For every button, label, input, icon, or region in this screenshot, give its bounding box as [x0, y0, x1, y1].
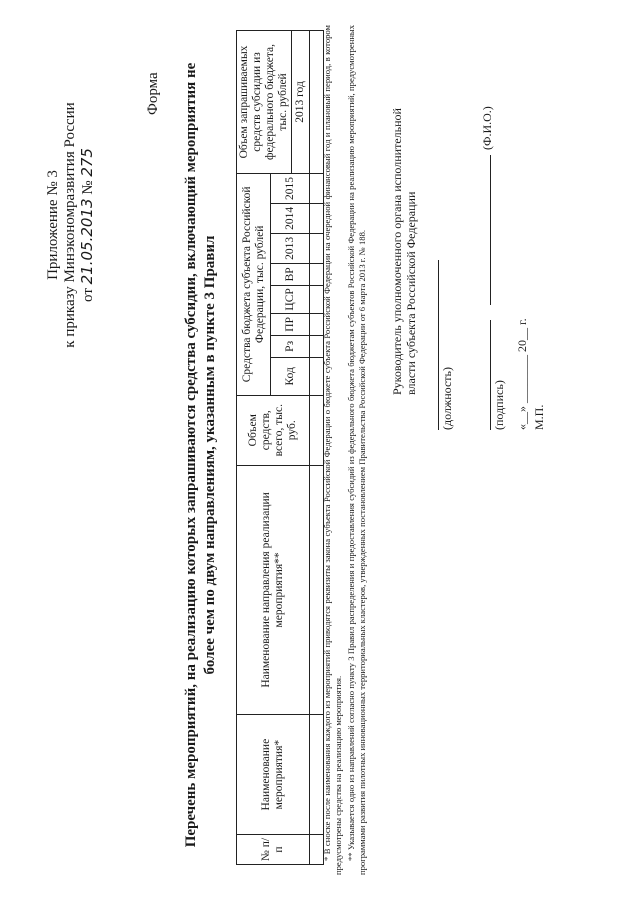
appendix-number: Приложение № 3 — [45, 170, 61, 280]
header-volume: Объем средств, всего, тыс. руб. — [237, 395, 310, 465]
header-event: Наименование мероприятия* — [237, 715, 310, 835]
fio-caption: (Ф.И.О.) — [480, 106, 494, 150]
signature-heading: Руководитель уполномоченного органа исполнительной власти субъекта Российской Федерации — [390, 108, 418, 395]
position-line — [438, 260, 439, 430]
appendix-header — [45, 45, 97, 405]
header-num: № п/п — [237, 835, 310, 865]
handwritten-date: 21.05.2013 — [78, 198, 96, 285]
header-code: Код — [271, 357, 310, 395]
header-csr: ЦСР — [271, 285, 310, 313]
appendix-date-line: от 21.05.2013 № 275 — [78, 148, 96, 302]
header-federal-year: 2013 год — [292, 31, 310, 174]
header-year-2013: 2013 — [271, 233, 310, 263]
header-direction: Наименование направления реализации мероприятия** — [237, 465, 310, 715]
header-year-2014: 2014 — [271, 203, 310, 233]
form-label: Форма — [145, 72, 161, 115]
header-year-2015: 2015 — [271, 173, 310, 203]
signature-caption: (подпись) — [492, 380, 506, 430]
position-caption: (должность) — [440, 367, 454, 430]
header-budget-group: Средства бюджета субъекта Российской Федерации, тыс. рублей — [237, 173, 271, 395]
footnote-2: ** Указывается одно из направлений согласно пункту 3 Правил распределения и предоставления субсидий из федерального бюджета бюджетам субъектов Российской Федерации на реализацию мероприятий, предусмотренных программами развития пилотных инновационных территориальных кластеров, утвержденных постановлением Правительства Российской Федерации от 6 марта 2013 г. № 188. — [346, 25, 367, 875]
header-federal-group: Объем запрашиваемых средств субсидии из федерального бюджета, тыс. рублей — [237, 31, 292, 174]
header-pr: ПР — [271, 313, 310, 335]
appendix-order: к приказу Минэкономразвития России — [62, 102, 78, 348]
document-title: Перечень мероприятий, на реализацию которых запрашиваются средства субсидии, включающий мероприятия не более чем по двум направлениям, указанным в пункте 3 Правил — [183, 62, 218, 848]
footnotes — [322, 25, 370, 875]
fio-line — [490, 155, 491, 305]
footnote-1: * В сноске после наименования каждого из мероприятий приводятся реквизиты закона субъекта Российской Федерации о бюджете субъекта Российской Федерации на очередной финансовый год и плановый период, в котором предусмотрены средства на реализацию мероприятия. — [322, 25, 343, 875]
stamp-label: М.П. — [532, 404, 546, 430]
events-table — [236, 30, 324, 865]
header-vr: ВР — [271, 263, 310, 285]
date-template: «__» ________ 20__ г. — [515, 318, 529, 430]
signature-line — [490, 320, 491, 430]
header-rz: Рз — [271, 335, 310, 357]
handwritten-number: 275 — [78, 148, 96, 177]
